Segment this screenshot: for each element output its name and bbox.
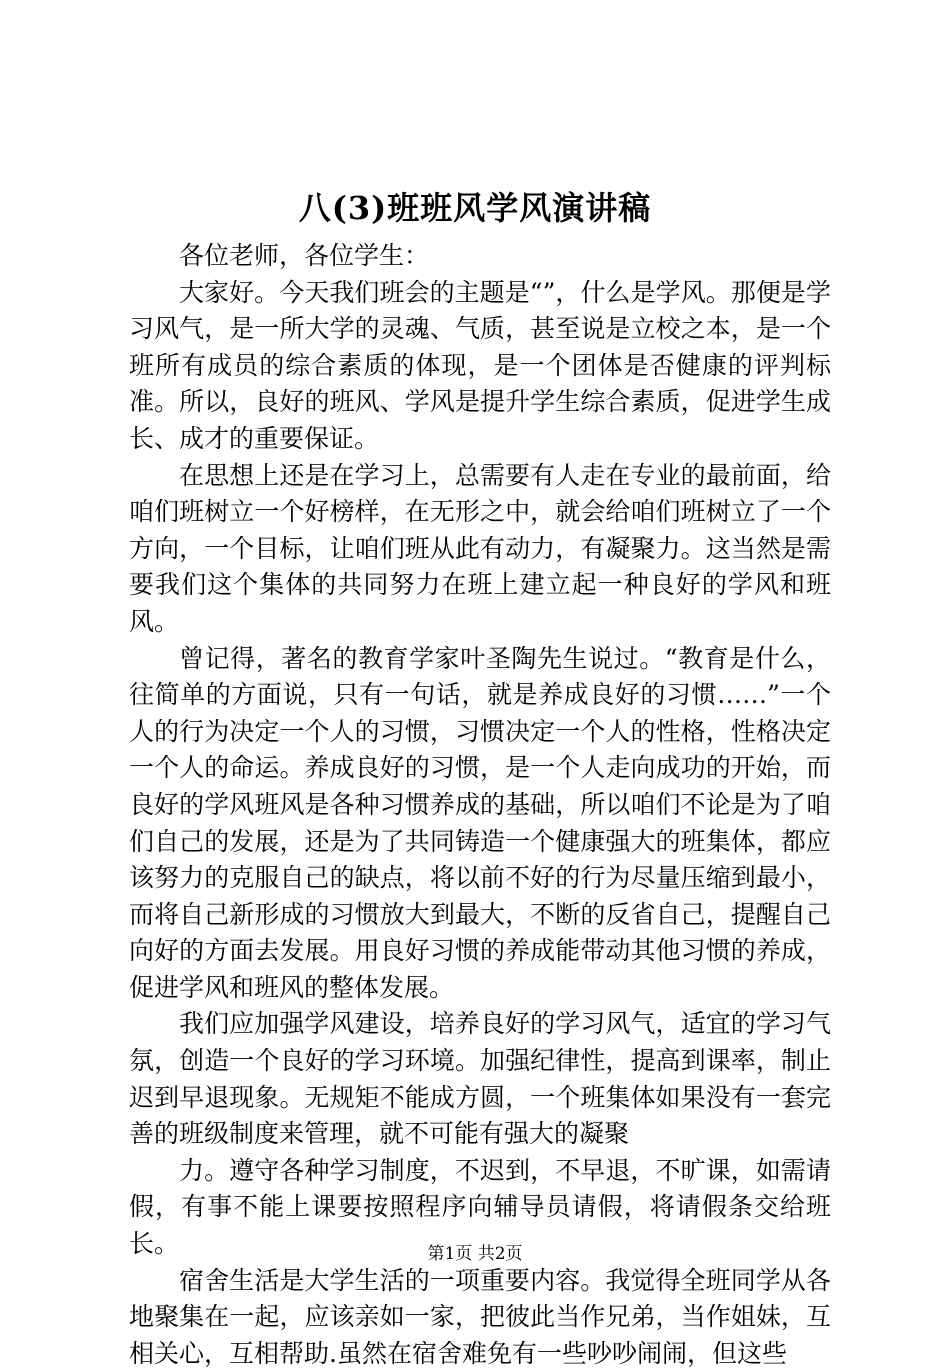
- paragraph-habits: 曾记得，著名的教育学家叶圣陶先生说过。“教育是什么，往简单的方面说，只有一句话，就是养成良好的习惯……”一个人的行为决定一个人的习惯，习惯决定一个人的性格，性格决定一个人的命运。养成良好的习惯，是一个人走向成功的开始，而良好的学风班风是各种习惯养成的基础，所以咱们不论是为了咱们自己的发展，还是为了共同铸造一个健康强大的班集体，都应该努力的克服自己的缺点，将以前不好的行为尽量压缩到最小，而将自己新形成的习惯放大到最大，不断的反省自己，提醒自己向好的方面去发展。用良好习惯的养成能带动其他习惯的养成，促进学风和班风的整体发展。: [129, 643, 831, 1002]
- document-title: 八(3)班班风学风演讲稿: [298, 189, 652, 227]
- salutation: 各位老师，各位学生：: [179, 241, 430, 270]
- paragraph-dorm: 宿舍生活是大学生活的一项重要内容。我觉得全班同学从各地聚集在一起，应该亲如一家，把彼此当作兄弟，当作姐妹，互相关心，互相帮助.虽然在宿舍难免有一些吵吵闹闹，但这些: [129, 1265, 831, 1368]
- paragraph-study-style: 我们应加强学风建设，培养良好的学习风气，适宜的学习气氛，创造一个良好的学习环境。加强纪律性，提高到课率，制止迟到早退现象。无规矩不能成方圆，一个班集体如果没有一套完善的班级制度来管理，就不可能有强大的凝聚: [129, 1009, 831, 1149]
- paragraph-intro: 大家好。今天我们班会的主题是“”，什么是学风。那便是学习风气，是一所大学的灵魂、气质，甚至说是立校之本，是一个班所有成员的综合素质的体现，是一个团体是否健康的评判标准。所以，良好的班风、学风是提升学生综合素质，促进学生成长、成才的重要保证。: [129, 277, 831, 453]
- document-body: [129, 238, 831, 1372]
- paragraph-rules: 力。遵守各种学习制度，不迟到，不早退，不旷课，如需请假，有事不能上课要按照程序向辅导员请假，将请假条交给班长。: [129, 1155, 831, 1259]
- page-number-footer: 第1页 共2页: [427, 1244, 523, 1264]
- paragraph-thought: 在思想上还是在学习上，总需要有人走在专业的最前面，给咱们班树立一个好榜样，在无形之中，就会给咱们班树立了一个方向，一个目标，让咱们班从此有动力，有凝聚力。这当然是需要我们这个集体的共同努力在班上建立起一种良好的学风和班风。: [129, 460, 831, 636]
